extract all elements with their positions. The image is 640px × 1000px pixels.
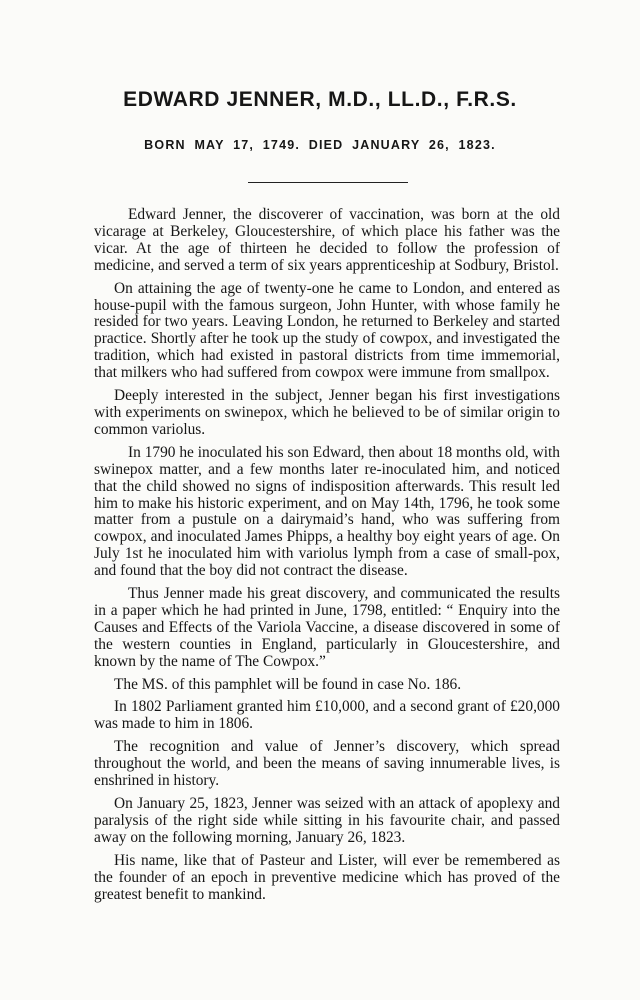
paragraph-legacy: His name, like that of Pasteur and Lister, will ever be remembered as the founder of an epoch in preventive medicine which has proved of the greatest benefit to mankind. xyxy=(94,851,560,903)
paragraph-recognition: The recognition and value of Jenner’s discovery, which spread throughout the world, and been the means of saving innumerable lives, is enshrined in history. xyxy=(94,738,560,790)
paragraph-swinepox: Deeply interested in the subject, Jenner began his first investigations with experiments on swinepox, which he believed to be of similar origin to common variolus. xyxy=(94,387,560,438)
paragraph-experiment: In 1790 he inoculated his son Edward, then about 18 months old, with swinepox matter, and a few months later re-inoculated him, and noticed that the child showed no signs of indisposition afterwards. This result led him to make his historic experiment, and on May 14th, 1796, he took some matter from a pustule on a dairymaid’s hand, who was suffering from cowpox, and inoculated James Phipps, a healthy boy eight years of age. On July 1st he inoculated him with variolus lymph from a case of small-pox, and found that the boy did not contract the disease. xyxy=(94,443,560,580)
paragraph-parliament-grant: In 1802 Parliament granted him £10,000, and a second grant of £20,000 was made to him in 1806. xyxy=(94,698,560,733)
title-divider xyxy=(248,182,408,183)
birth-death-dates: BORN MAY 17, 1749. DIED JANUARY 26, 1823. xyxy=(144,138,496,152)
paragraph-manuscript: The MS. of this pamphlet will be found in case No. 186. xyxy=(114,675,462,693)
page-title: EDWARD JENNER, M.D., LL.D., F.R.S. xyxy=(123,88,517,111)
biography-text xyxy=(94,207,560,909)
paragraph-early-life: Edward Jenner, the discoverer of vaccination, was born at the old vicarage at Berkeley, Gloucestershire, of which place his father was the vicar. At the age of thirteen he decided to follow the profession of medicine, and served a term of six years apprenticeship at Sodbury, Bristol. xyxy=(94,206,560,274)
paragraph-death: On January 25, 1823, Jenner was seized with an attack of apoplexy and paralysis of the right side while sitting in his favourite chair, and passed away on the following morning, January 26, 1823. xyxy=(94,795,560,846)
paragraph-discovery: Thus Jenner made his great discovery, and communicated the results in a paper which he had printed in June, 1798, entitled: “ Enquiry into the Causes and Effects of the Variola Vaccine, a disease discovered in some of the western counties in England, particularly in Gloucestershire, and known by the name of The Cowpox.” xyxy=(94,585,560,670)
paragraph-london: On attaining the age of twenty-one he came to London, and entered as house-pupil with the famous surgeon, John Hunter, with whose family he resided for two years. Leaving London, he returned to Berkeley and started practice. Shortly after he took up the study of cowpox, and investigated the tradition, which had existed in pastoral districts from time immemorial, that milkers who had suffered from cowpox were immune from smallpox. xyxy=(94,279,560,382)
